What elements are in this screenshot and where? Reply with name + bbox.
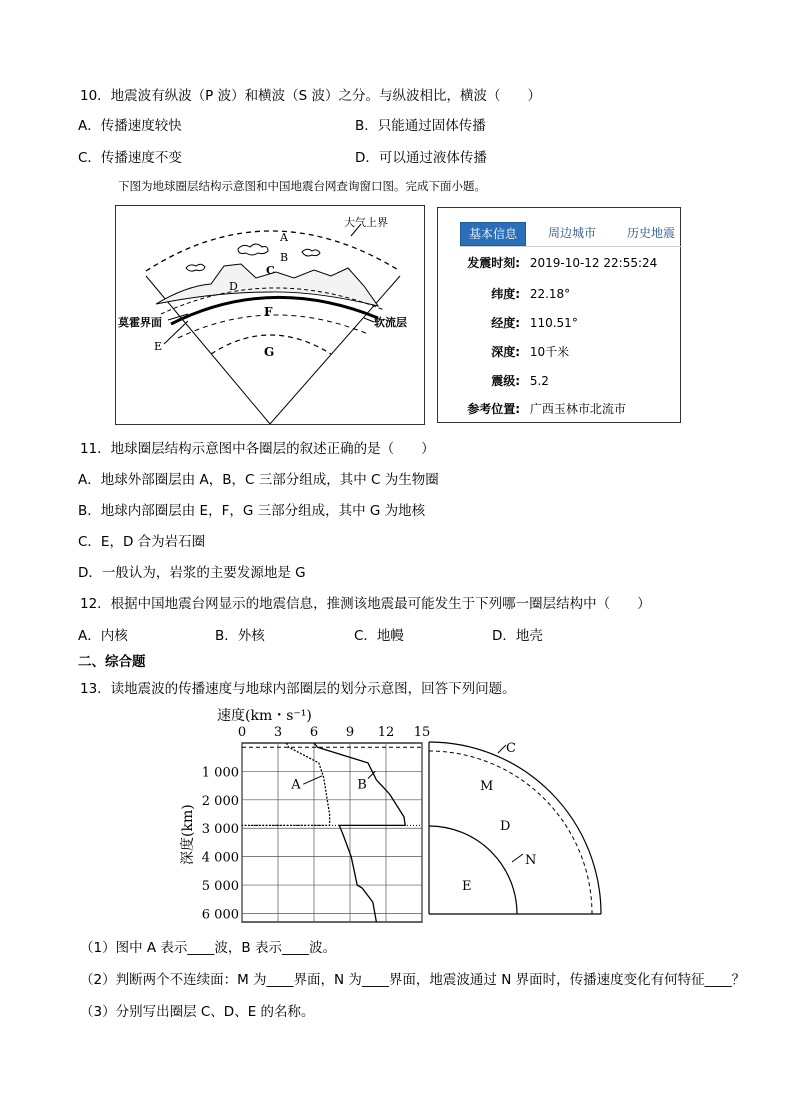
info-key: 发震时刻: bbox=[467, 256, 520, 270]
series-label-b: B bbox=[357, 777, 367, 793]
figure-intro: 下图为地球圈层结构示意图和中国地震台网查询窗口图。完成下面小题。 bbox=[118, 179, 486, 193]
info-value: 2019-10-12 22:55:24 bbox=[529, 256, 658, 270]
label-b: B bbox=[280, 251, 289, 264]
label-atmos: 大气上界 bbox=[344, 216, 388, 229]
tab-basic-info[interactable]: 基本信息 bbox=[460, 222, 526, 246]
q10-option-c[interactable]: C．传播速度不变 bbox=[78, 150, 182, 166]
info-row-lat bbox=[456, 285, 570, 302]
q11-stem: 11．地球圈层结构示意图中各圈层的叙述正确的是（ ） bbox=[80, 441, 435, 457]
info-key: 震级: bbox=[491, 374, 520, 388]
y-tick-label: 6 000 bbox=[201, 907, 239, 923]
x-tick-label: 0 bbox=[237, 725, 247, 740]
q11-option-b[interactable]: B．地球内部圈层由 E，F，G 三部分组成，其中 G 为地核 bbox=[78, 503, 426, 519]
q13-sub1: （1）图中 A 表示____波，B 表示____波。 bbox=[80, 940, 336, 956]
label-g: G bbox=[264, 345, 275, 359]
q11-option-a[interactable]: A．地球外部圈层由 A，B，C 三部分组成，其中 C 为生物圈 bbox=[78, 472, 439, 488]
info-row-depth bbox=[456, 343, 569, 360]
label-c: C bbox=[266, 264, 275, 277]
chart-xlabel: 速度(km・s⁻¹) bbox=[217, 708, 312, 724]
info-value: 5.2 bbox=[529, 374, 549, 388]
label-f: F bbox=[264, 305, 273, 319]
earth-layers-diagram bbox=[115, 205, 425, 425]
label-d: D bbox=[229, 280, 238, 293]
x-tick-label: 15 bbox=[413, 725, 431, 740]
series-b-line bbox=[314, 743, 405, 922]
info-key: 经度: bbox=[491, 316, 520, 330]
moho-arc bbox=[429, 751, 592, 914]
label-m: M bbox=[480, 779, 494, 794]
earth-layers-svg bbox=[116, 206, 424, 424]
x-tick-label: 12 bbox=[377, 725, 395, 740]
q11-option-d[interactable]: D．一般认为，岩浆的主要发源地是 G bbox=[78, 565, 306, 581]
earthquake-info-window bbox=[437, 207, 681, 423]
section-heading: 二、综合题 bbox=[78, 654, 146, 670]
tab-history[interactable]: 历史地震 bbox=[626, 226, 675, 240]
q11-option-c[interactable]: C．E，D 合为岩石圈 bbox=[78, 534, 206, 550]
label-moho: 莫霍界面 bbox=[118, 316, 162, 329]
leader-a bbox=[303, 776, 322, 785]
label-e: E bbox=[462, 879, 472, 894]
label-d: D bbox=[500, 819, 511, 834]
label-astheno: 软流层 bbox=[374, 316, 407, 329]
info-row-magnitude bbox=[456, 372, 549, 389]
x-tick-label: 6 bbox=[309, 725, 319, 740]
info-value: 22.18° bbox=[529, 287, 571, 301]
info-value: 10千米 bbox=[529, 345, 570, 359]
label-e: E bbox=[154, 340, 163, 353]
x-tick-label: 3 bbox=[273, 725, 283, 740]
y-tick-label: 1 000 bbox=[201, 765, 239, 781]
x-tick-label: 9 bbox=[345, 725, 355, 740]
y-tick-label: 2 000 bbox=[201, 793, 239, 809]
y-tick-label: 5 000 bbox=[201, 879, 239, 895]
q12-option-c[interactable]: C．地幔 bbox=[354, 628, 404, 644]
q10-option-b[interactable]: B．只能通过固体传播 bbox=[355, 118, 486, 134]
gutenberg-arc bbox=[429, 826, 517, 914]
q13-stem: 13．读地震波的传播速度与地球内部圈层的划分示意图，回答下列问题。 bbox=[80, 681, 516, 697]
info-value: 110.51° bbox=[529, 316, 578, 330]
q13-sub3: （3）分别写出圈层 C、D、E 的名称。 bbox=[80, 1004, 315, 1020]
leader-n bbox=[512, 854, 523, 862]
chart-ylabel: 深度(km) bbox=[180, 804, 196, 865]
q12-stem: 12．根据中国地震台网显示的地震信息，推测该地震最可能发生于下列哪一圈层结构中（ ） bbox=[80, 596, 651, 612]
q13-sub2: （2）判断两个不连续面：M 为____界面，N 为____界面，地震波通过 N 界面时，传播速度变化有何特征____？ bbox=[80, 972, 746, 988]
info-row-location bbox=[456, 400, 626, 417]
label-a: A bbox=[280, 231, 288, 244]
surface-arc bbox=[429, 742, 601, 914]
q10-stem: 10．地震波有纵波（P 波）和横波（S 波）之分。与纵波相比，横波（ ） bbox=[80, 88, 541, 104]
label-c: C bbox=[506, 741, 516, 756]
q12-option-a[interactable]: A．内核 bbox=[78, 628, 128, 644]
chart-xticks bbox=[238, 725, 430, 740]
tab-nearby-cities[interactable]: 周边城市 bbox=[547, 226, 596, 240]
chart-frame bbox=[242, 743, 422, 922]
leader-c bbox=[498, 745, 506, 753]
chart-grid bbox=[242, 743, 422, 922]
info-value: 广西玉林市北流市 bbox=[529, 402, 626, 416]
info-tabs bbox=[460, 222, 682, 247]
series-label-a: A bbox=[291, 777, 301, 793]
y-tick-label: 4 000 bbox=[201, 850, 239, 866]
info-row-lon bbox=[456, 314, 578, 331]
q10-option-d[interactable]: D．可以通过液体传播 bbox=[355, 150, 487, 166]
y-tick-label: 3 000 bbox=[201, 822, 239, 838]
info-row-time bbox=[456, 254, 657, 271]
info-key: 参考位置: bbox=[467, 402, 520, 416]
q12-option-b[interactable]: B．外核 bbox=[215, 628, 265, 644]
info-key: 深度: bbox=[491, 345, 520, 359]
chart-yticks bbox=[202, 765, 239, 922]
chart-series bbox=[242, 743, 405, 922]
info-key: 纬度: bbox=[491, 287, 520, 301]
q12-option-d[interactable]: D．地壳 bbox=[492, 628, 543, 644]
q10-option-a[interactable]: A．传播速度较快 bbox=[78, 118, 182, 134]
label-n: N bbox=[525, 853, 537, 868]
series-a-line bbox=[242, 743, 330, 825]
seismic-chart bbox=[180, 700, 620, 930]
